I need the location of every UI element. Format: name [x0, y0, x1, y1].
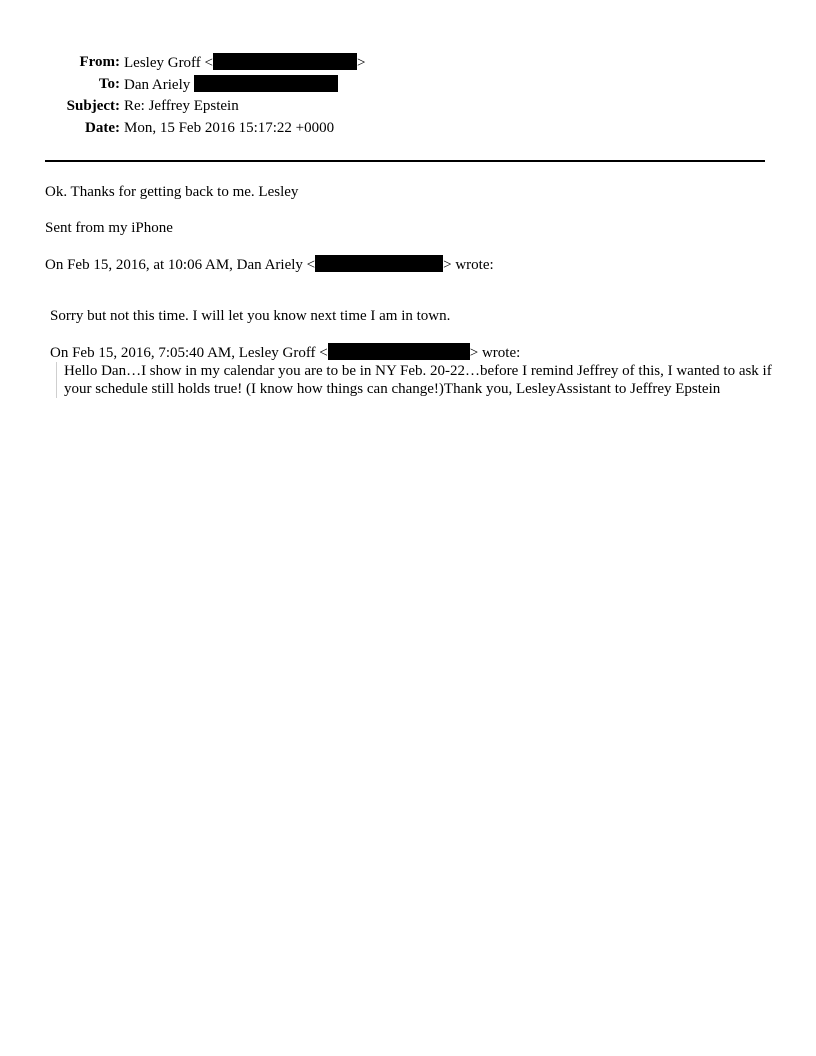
- date-label: Date:: [85, 120, 120, 136]
- quote1-text: Sorry but not this time. I will let you know next time I am in town.: [50, 308, 451, 324]
- redaction-box: [194, 75, 338, 92]
- quote2-intro: [50, 343, 520, 362]
- signature-text: Sent from my iPhone: [45, 220, 173, 236]
- to-label: To:: [98, 76, 120, 92]
- quote1-intro-end: > wrote:: [443, 257, 494, 273]
- from-value: [124, 53, 365, 72]
- to-value: [124, 75, 338, 94]
- subject-label: Subject:: [66, 98, 120, 114]
- from-name: Lesley Groff <: [124, 55, 213, 71]
- date-value: Mon, 15 Feb 2016 15:17:22 +0000: [124, 120, 335, 136]
- redaction-box: [213, 53, 357, 70]
- from-close: >: [357, 55, 366, 71]
- quote2-block: [56, 362, 776, 398]
- email-header: [0, 53, 816, 141]
- subject-value: Re: Jeffrey Epstein: [124, 98, 239, 114]
- redaction-box: [315, 255, 443, 272]
- date-row: [0, 119, 816, 141]
- subject-row: [0, 97, 816, 119]
- quote2-text: Hello Dan…I show in my calendar you are to be in NY Feb. 20-22…before I remind Jeffrey of this, I wanted to ask if your schedule still holds true! (I know how things can change!)Thank you, LesleyAssistant to Jeffrey Epstein: [64, 363, 772, 397]
- quote2-intro-end: > wrote:: [469, 345, 521, 361]
- header-divider: [45, 160, 765, 162]
- from-label: From:: [79, 54, 120, 70]
- quote2-intro-text: On Feb 15, 2016, 7:05:40 AM, Lesley Groff <: [50, 345, 328, 361]
- to-name: Dan Ariely: [124, 77, 191, 93]
- reply-text: Ok. Thanks for getting back to me. Lesley: [45, 184, 299, 200]
- quote1-intro-text: On Feb 15, 2016, at 10:06 AM, Dan Ariely <: [45, 257, 316, 273]
- to-row: [0, 75, 816, 97]
- from-row: [0, 53, 816, 75]
- redaction-box: [328, 343, 470, 360]
- quote1-intro: [45, 255, 494, 274]
